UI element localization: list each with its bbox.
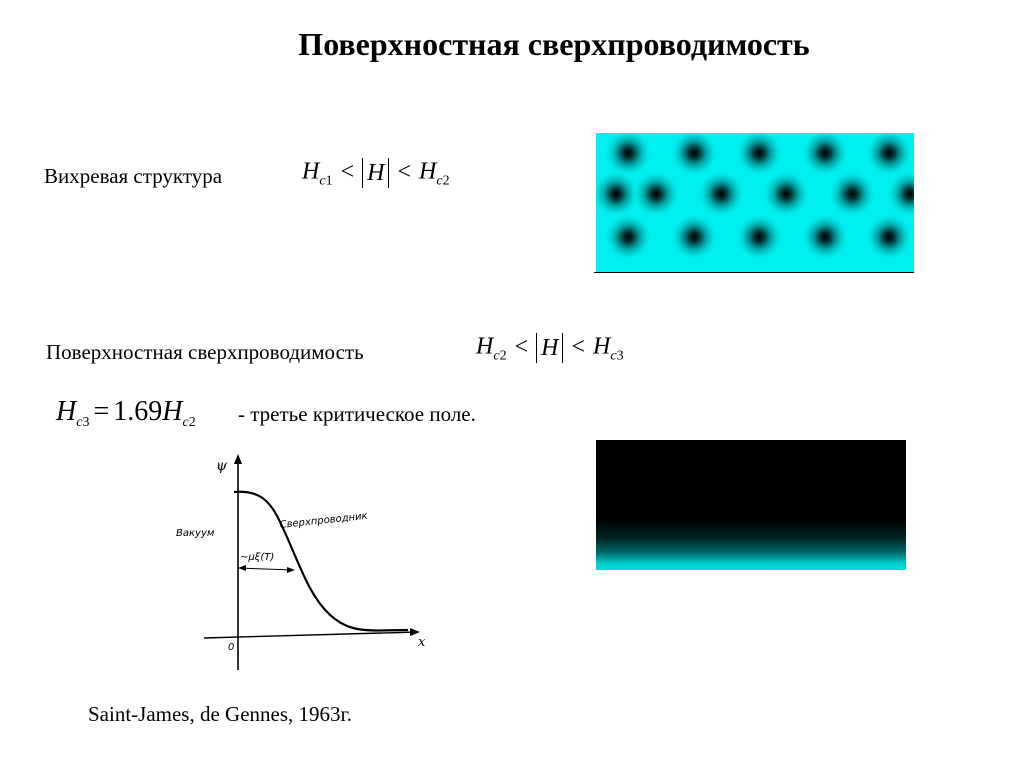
- vortex-core: [602, 211, 654, 263]
- vortex-core: [733, 211, 785, 263]
- formula-h: H: [302, 158, 320, 185]
- formula-h: H: [56, 396, 77, 427]
- vortex-core: [760, 168, 812, 220]
- formula-sub-2: 2: [188, 415, 196, 430]
- vortex-lattice-image: [596, 133, 914, 272]
- width-arrow-left-icon: [238, 565, 246, 571]
- hc3-formula: [56, 396, 196, 431]
- vortex-core: [826, 168, 878, 220]
- formula-abs-h: H: [367, 160, 385, 186]
- formula-sub-3: 3: [82, 415, 90, 430]
- less-than-symbol: <: [340, 158, 355, 185]
- slide-title: Поверхностная сверхпроводимость: [298, 26, 810, 62]
- formula-sub-3: 3: [616, 348, 624, 364]
- formula-sub-c: c: [610, 348, 617, 364]
- superconductor-label: Сверхпроводник: [279, 510, 369, 531]
- formula-sub-c: c: [182, 415, 189, 430]
- less-than-symbol: <: [571, 333, 585, 360]
- graph-x-axis: [204, 632, 418, 638]
- formula-h: H: [162, 396, 183, 427]
- width-arrow-line: [238, 568, 294, 570]
- surface-superconductivity-image: [596, 440, 906, 570]
- vacuum-label: Вакуум: [176, 528, 215, 539]
- vortex-condition-formula: [302, 158, 450, 190]
- formula-sub-c: c: [436, 173, 443, 189]
- abs-value-bars: [362, 158, 389, 188]
- formula-sub-2: 2: [442, 173, 450, 189]
- origin-label: 0: [228, 642, 235, 653]
- formula-sub-c: c: [493, 348, 500, 364]
- formula-sub-2: 2: [499, 348, 507, 364]
- y-axis-label: ψ: [216, 458, 227, 474]
- vortex-lattice-svg: [596, 133, 914, 272]
- formula-sub-1: 1: [325, 173, 333, 189]
- vortex-core: [668, 211, 720, 263]
- less-than-symbol: <: [397, 158, 411, 185]
- third-critical-field-note: - третье критическое поле.: [238, 402, 476, 426]
- formula-abs-h: H: [541, 335, 559, 361]
- vortex-baseline: [594, 272, 914, 273]
- coherence-width-label: ~μξ(T): [240, 552, 275, 563]
- width-arrow-right-icon: [287, 567, 295, 573]
- vortex-core: [630, 168, 682, 220]
- formula-h: H: [419, 158, 437, 185]
- surface-condition-formula: [476, 333, 624, 365]
- formula-h: H: [593, 333, 611, 360]
- formula-sub-c: c: [319, 173, 326, 189]
- order-parameter-graph: [168, 452, 438, 674]
- vortex-core: [799, 211, 851, 263]
- order-parameter-svg: [168, 452, 438, 674]
- equals-symbol: =: [93, 396, 110, 427]
- formula-sub-c: c: [76, 415, 83, 430]
- less-than-symbol: <: [514, 333, 529, 360]
- surface-superconductivity-label: Поверхностная сверхпроводимость: [46, 340, 364, 364]
- vortex-core: [863, 211, 914, 263]
- vortex-structure-label: Вихревая структура: [44, 164, 223, 188]
- x-axis-label: x: [418, 635, 426, 650]
- abs-value-bars: [536, 333, 563, 363]
- citation: Saint-James, de Gennes, 1963г.: [88, 702, 353, 726]
- formula-coefficient: 1.69: [113, 396, 163, 427]
- vortex-core: [695, 168, 747, 220]
- formula-h: H: [476, 333, 494, 360]
- y-axis-arrow-icon: [234, 454, 242, 464]
